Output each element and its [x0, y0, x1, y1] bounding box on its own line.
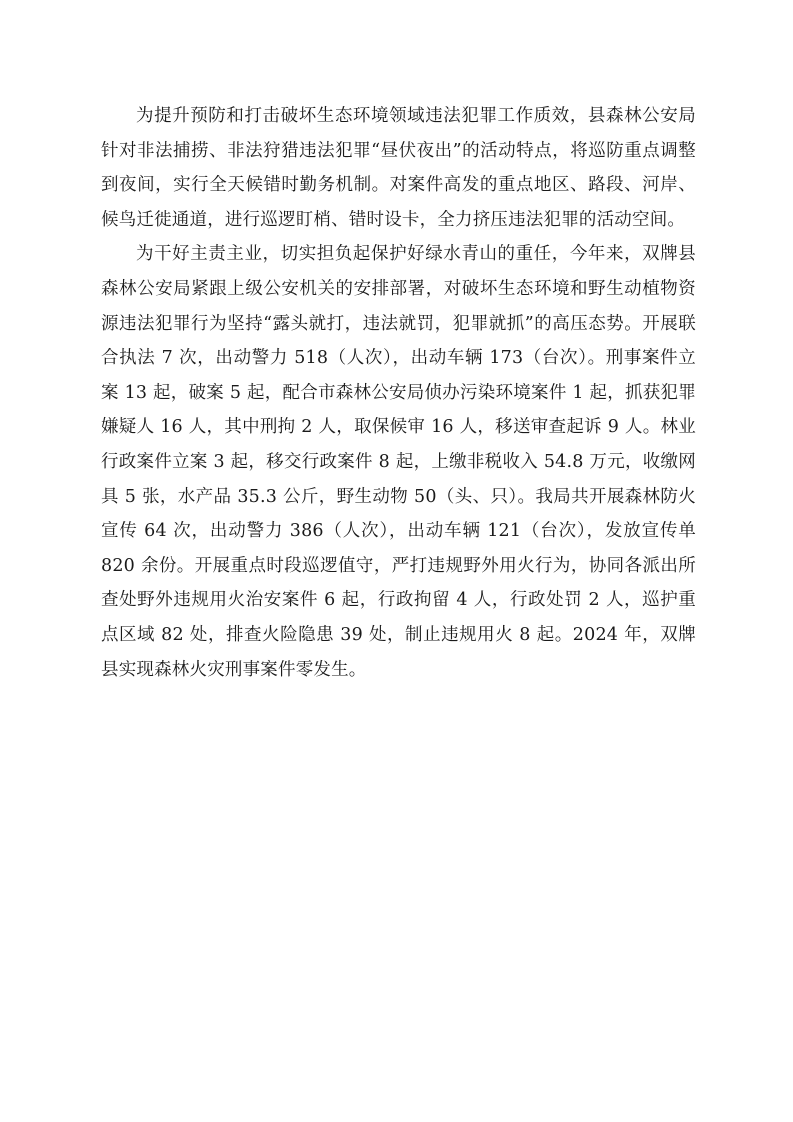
- document-body: [101, 99, 696, 687]
- paragraph-2: 为干好主责主业，切实担负起保护好绿水青山的重任，今年来，双牌县森林公安局紧跟上级公安机关的安排部署，对破坏生态环境和野生动植物资源违法犯罪行为坚持“露头就打，违法就罚，犯罪就抓”的高压态势。开展联合执法 7 次，出动警力 518（人次），出动车辆 173（台次）。刑事案件立案 13 起，破案 5 起，配合市森林公安局侦办污染环境案件 1 起，抓获犯罪嫌疑人 16 人，其中刑拘 2 人，取保候审 16 人，移送审查起诉 9 人。林业行政案件立案 3 起，移交行政案件 8 起，上缴非税收入 54.8 万元，收缴网具 5 张，水产品 35.3 公斤，野生动物 50（头、只）。我局共开展森林防火宣传 64 次，出动警力 386（人次），出动车辆 121（台次），发放宣传单 820 余份。开展重点时段巡逻值守，严打违规野外用火行为，协同各派出所查处野外违规用火治安案件 6 起，行政拘留 4 人，行政处罚 2 人，巡护重点区域 82 处，排查火险隐患 39 处，制止违规用火 8 起。2024 年，双牌县实现森林火灾刑事案件零发生。: [101, 244, 696, 680]
- paragraph-1: 为提升预防和打击破坏生态环境领域违法犯罪工作质效，县森林公安局针对非法捕捞、非法狩猎违法犯罪“昼伏夜出”的活动特点，将巡防重点调整到夜间，实行全天候错时勤务机制。对案件高发的重点地区、路段、河岸、候鸟迁徙通道，进行巡逻盯梢、错时设卡，全力挤压违法犯罪的活动空间。: [101, 106, 696, 230]
